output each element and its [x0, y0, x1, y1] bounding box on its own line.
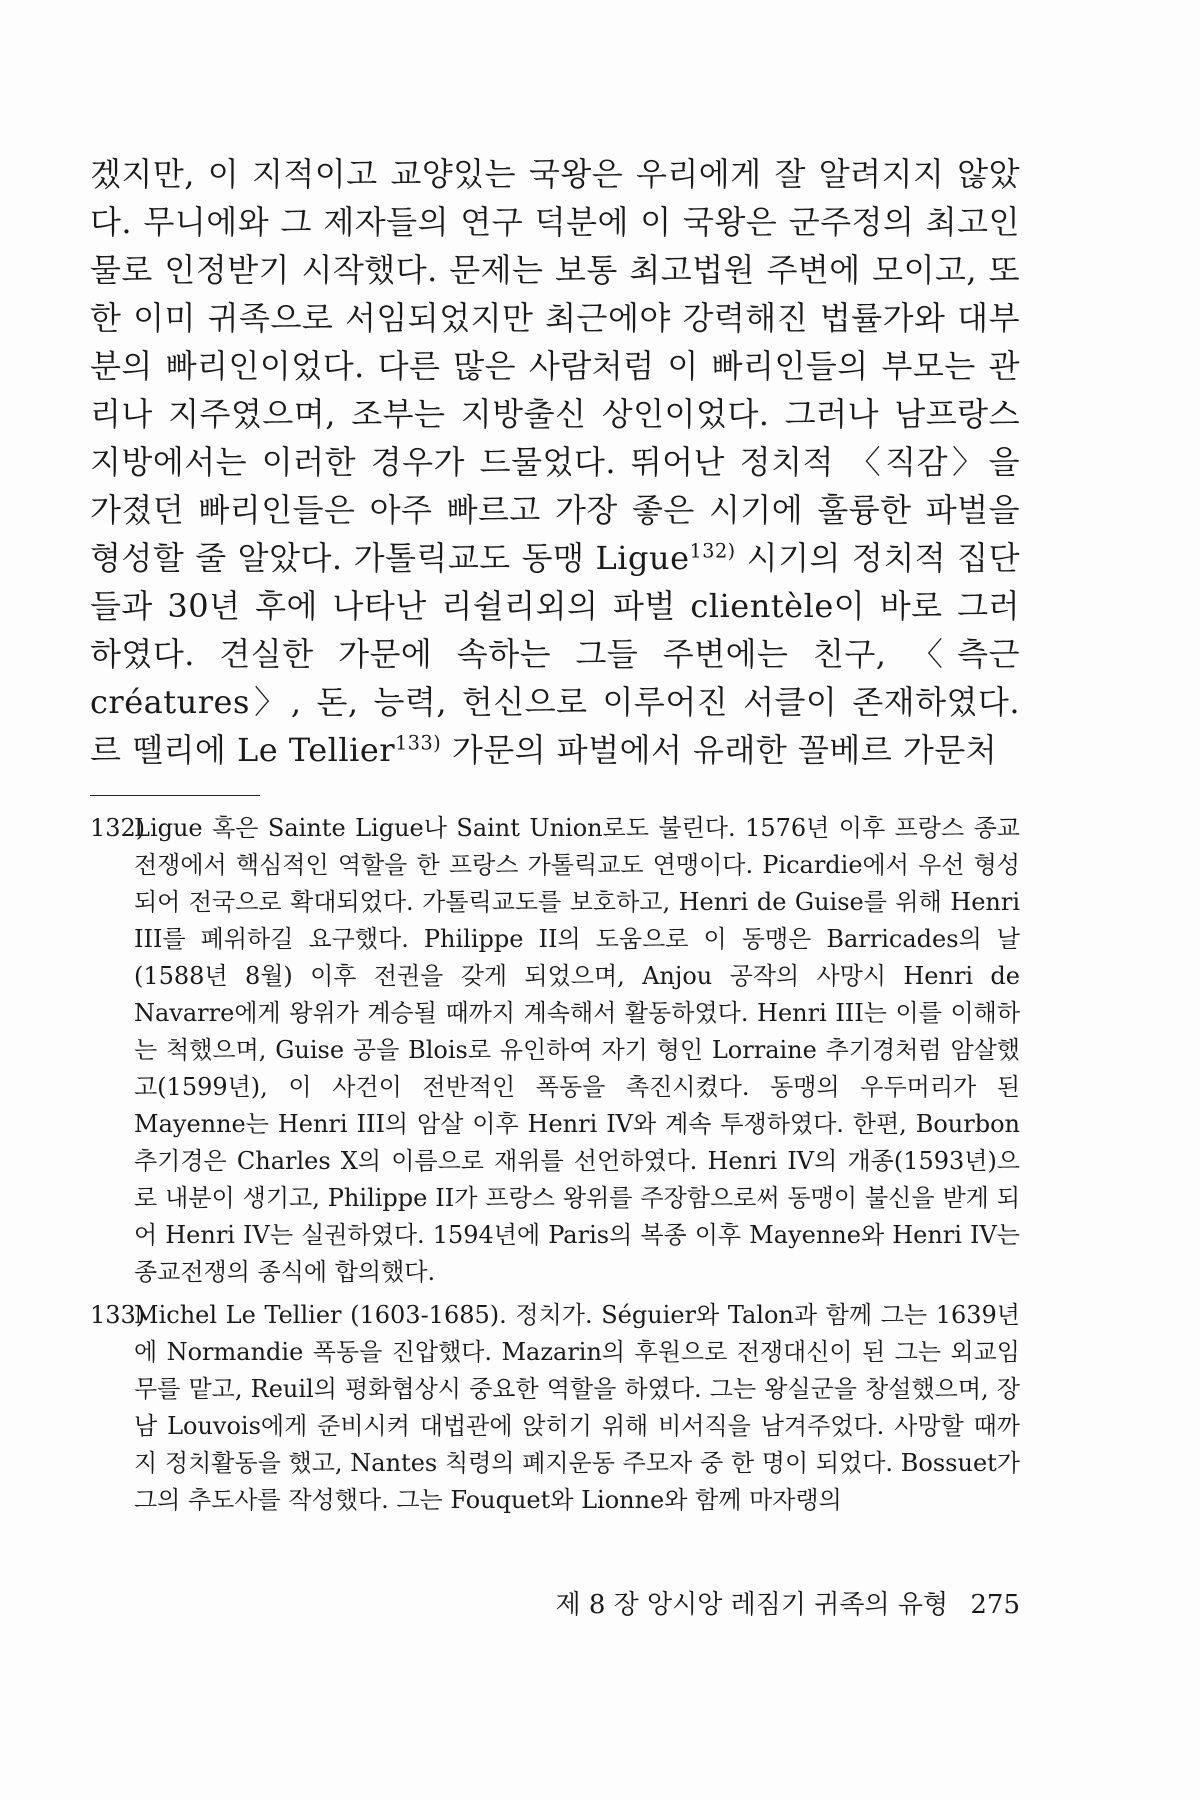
footnote-ref-132: 132): [689, 539, 736, 563]
footnote-ref-133: 133): [395, 731, 442, 755]
main-body-text: [90, 150, 1020, 774]
footnote-number: 132): [90, 814, 146, 842]
footnote-132: [90, 810, 1020, 1291]
footnote-text: Michel Le Tellier (1603-1685). 정치가. Séguier와 Talon과 함께 그는 1639년에 Normandie 폭동을 진압했다. Mazarin의 후원으로 전쟁대신이 된 그는 외교임무를 맡고, Reuil의 평화협상시 중요한 역할을 하였다. 그는 왕실군을 창설했으며, 장남 Louvois에게 준비시켜 대법관에 앉히기 위해 비서직을 남겨주었다. 사망할 때까지 정치활동을 했고, Nantes 칙령의 폐지운동 주모자 중 한 명이 되었다. Bossuet가 그의 추도사를 작성했다. 그는 Fouquet와 Lionne와 함께 마자랭의: [134, 1301, 1020, 1514]
main-text-part-3: 가문의 파벌에서 유래한 꼴베르 가문처: [441, 731, 998, 769]
main-text-part-2: 시기의 정치적 집단들과 30년 후에 나타난 리쉴리외의 파벌 clientèle이 바로 그러하였다. 견실한 가문에 속하는 그들 주변에는 친구, 〈측근 créatures〉, 돈, 능력, 헌신으로 이루어진 서클이 존재하였다. 르 뗄리에 Le Tellier: [90, 539, 1020, 769]
main-text-part-1: 겠지만, 이 지적이고 교양있는 국왕은 우리에게 잘 알려지지 않았다. 무니에와 그 제자들의 연구 덕분에 이 국왕은 군주정의 최고인물로 인정받기 시작했다. 문제는 보통 최고법원 주변에 모이고, 또한 이미 귀족으로 서임되었지만 최근에야 강력해진 법률가와 대부분의 빠리인이었다. 다른 많은 사람처럼 이 빠리인들의 부모는 관리나 지주였으며, 조부는 지방출신 상인이었다. 그러나 남프랑스 지방에서는 이러한 경우가 드물었다. 뛰어난 정치적 〈직감〉을 가졌던 빠리인들은 아주 빠르고 가장 좋은 시기에 훌륭한 파벌을 형성할 줄 알았다. 가톨릭교도 동맹 Ligue: [90, 155, 1020, 577]
footnote-133: [90, 1297, 1020, 1519]
running-footer: [555, 1588, 1020, 1622]
footnote-text: Ligue 혹은 Sainte Ligue나 Saint Union로도 불린다. 1576년 이후 프랑스 종교전쟁에서 핵심적인 역할을 한 프랑스 가톨릭교도 연맹이다. Picardie에서 우선 형성되어 전국으로 확대되었다. 가톨릭교도를 보호하고, Henri de Guise를 위해 Henri III를 폐위하길 요구했다. Philippe II의 도움으로 이 동맹은 Barricades의 날(1588년 8월) 이후 전권을 갖게 되었으며, Anjou 공작의 사망시 Henri de Navarre에게 왕위가 계승될 때까지 계속해서 활동하였다. Henri III는 이를 이해하는 척했으며, Guise 공을 Blois로 유인하여 자기 형인 Lorraine 추기경처럼 암살했고(1599년), 이 사건이 전반적인 폭동을 촉진시켰다. 동맹의 우두머리가 된 Mayenne는 Henri III의 암살 이후 Henri IV와 계속 투쟁하였다. 한편, Bourbon 추기경은 Charles X의 이름으로 재위를 선언하였다. Henri IV의 개종(1593년)으로 내분이 생기고, Philippe II가 프랑스 왕위를 주장함으로써 동맹이 불신을 받게 되어 Henri IV는 실권하였다. 1594년에 Paris의 복종 이후 Mayenne와 Henri IV는 종교전쟁의 종식에 합의했다.: [134, 814, 1020, 1286]
footnote-separator-rule: [90, 795, 260, 796]
page-number: 275: [970, 1590, 1020, 1620]
footnotes: [90, 810, 1020, 1525]
footnote-number: 133): [90, 1301, 146, 1329]
chapter-title: 제 8 장 앙시앙 레짐기 귀족의 유형: [555, 1590, 949, 1620]
